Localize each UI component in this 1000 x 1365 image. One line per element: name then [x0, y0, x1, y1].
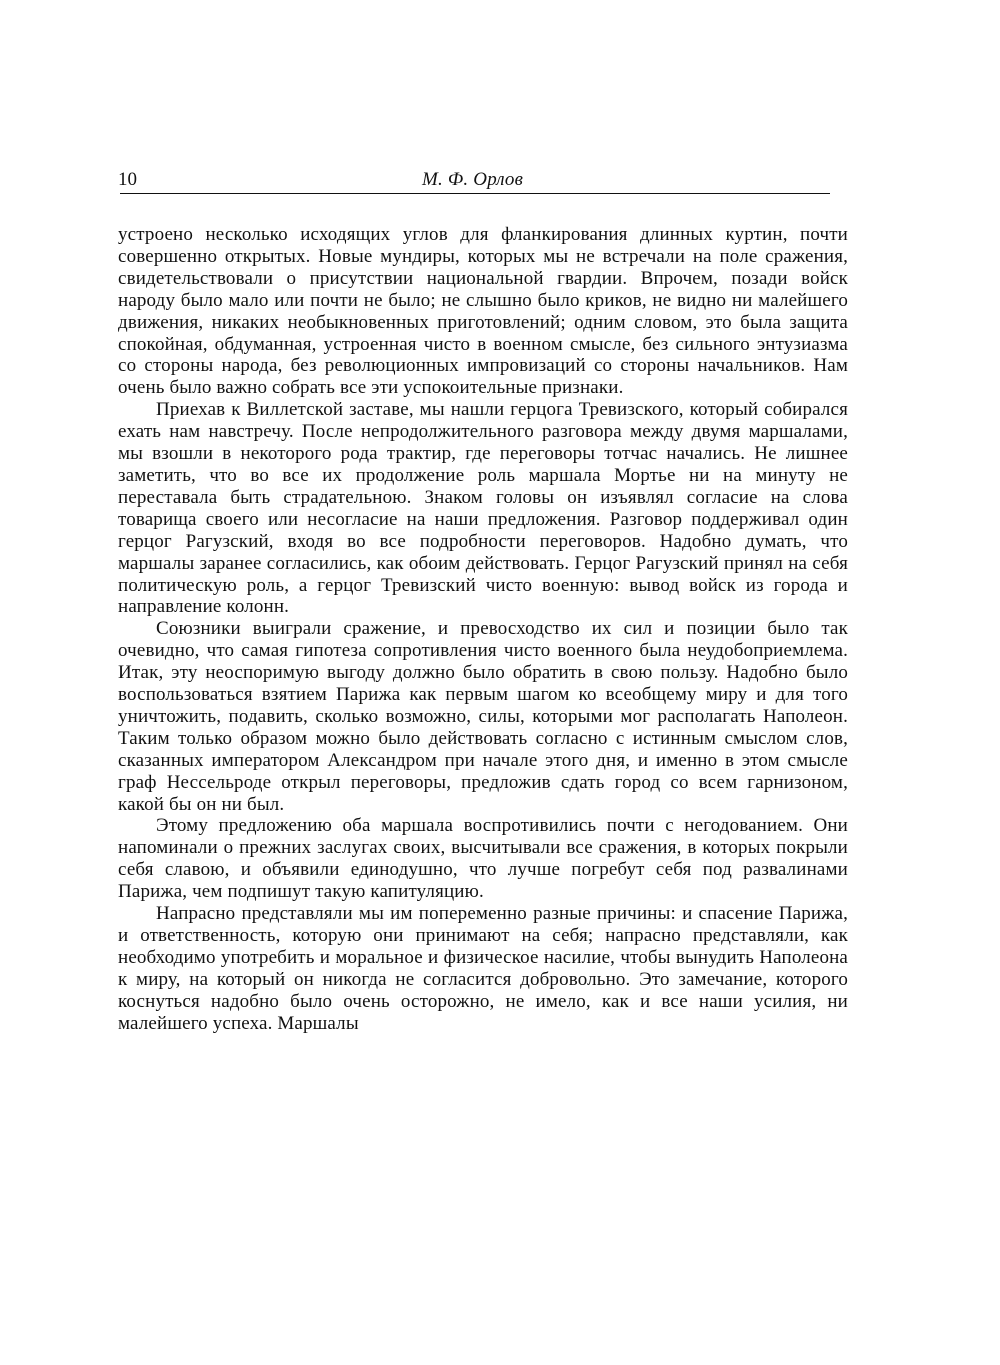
header-rule — [120, 193, 830, 194]
paragraph-4: Этому предложению оба маршала воспротивились почти с негодованием. Они напоминали о прежних заслугах своих, высчитывали все сражения, в которых покрыли себя славою, и объявили единодушно, что лучше погребут себя под развалинами Парижа, чем подпишут такую капитуляцию. — [118, 815, 848, 903]
page-number: 10 — [118, 169, 137, 190]
paragraph-5: Напрасно представляли мы им попеременно разные причины: и спасение Парижа, и ответственность, которую они принимают на себя; напрасно представляли, как необходимо употребить и моральное и физическое насилие, чтобы вынудить Наполеона к миру, на который он никогда не согласится добровольно. Это замечание, которого коснуться надобно было очень осторожно, не имело, как и все наши усилия, ни малейшего успеха. Маршалы — [118, 903, 848, 1034]
paragraph-1: устроено несколько исходящих углов для фланкирования длинных куртин, почти совершенно открытых. Новые мундиры, которых мы не встречали на поле сражения, свидетельствовали о присутствии национальной гвардии. Впрочем, позади войск народу было мало или почти не было; не слышно было криков, не видно ни малейшего движения, никаких необыкновенных приготовлений; одним словом, это была защита спокойная, обдуманная, устроенная чисто в военном смысле, без сильного энтузиазма со стороны народа, без революционных импровизаций со стороны начальников. Нам очень было важно собрать все эти успокоительные признаки. — [118, 224, 848, 399]
running-head: М. Ф. Орлов — [422, 169, 524, 190]
paragraph-3: Союзники выиграли сражение, и превосходство их сил и позиции было так очевидно, что самая гипотеза сопротивления чисто военного была неудобоприемлема. Итак, эту неоспоримую выгоду должно было обратить в свою пользу. Надобно было воспользоваться взятием Парижа как первым шагом ко всеобщему миру и для того уничтожить, подавить, сколько возможно, силы, которыми мог располагать Наполеон. Таким только образом можно было действовать согласно с истинным смыслом слов, сказанных императором Александром при начале этого дня, и именно в этом смысле граф Нессельроде открыл переговоры, предложив сдать город со всем гарнизоном, какой бы он ни был. — [118, 618, 848, 815]
page-header — [118, 168, 830, 196]
paragraph-2: Приехав к Виллетской заставе, мы нашли герцога Тревизского, который собирался ехать нам навстречу. После непродолжительного разговора между двумя маршалами, мы взошли в некоторого рода трактир, где переговоры тотчас начались. Не лишнее заметить, что во все их продолжение роль маршала Мортье ни на минуту не переставала быть страдательною. Знаком головы он изъявлял согласие на слова товарища своего или несогласие на наши предложения. Разговор поддерживал один герцог Рагузский, входя во все подробности переговоров. Надобно думать, что маршалы заранее согласились, как обоим действовать. Герцог Рагузский принял на себя политическую роль, а герцог Тревизский чисто военную: вывод войск из города и направление колонн. — [118, 399, 848, 618]
body-text — [118, 224, 848, 1035]
